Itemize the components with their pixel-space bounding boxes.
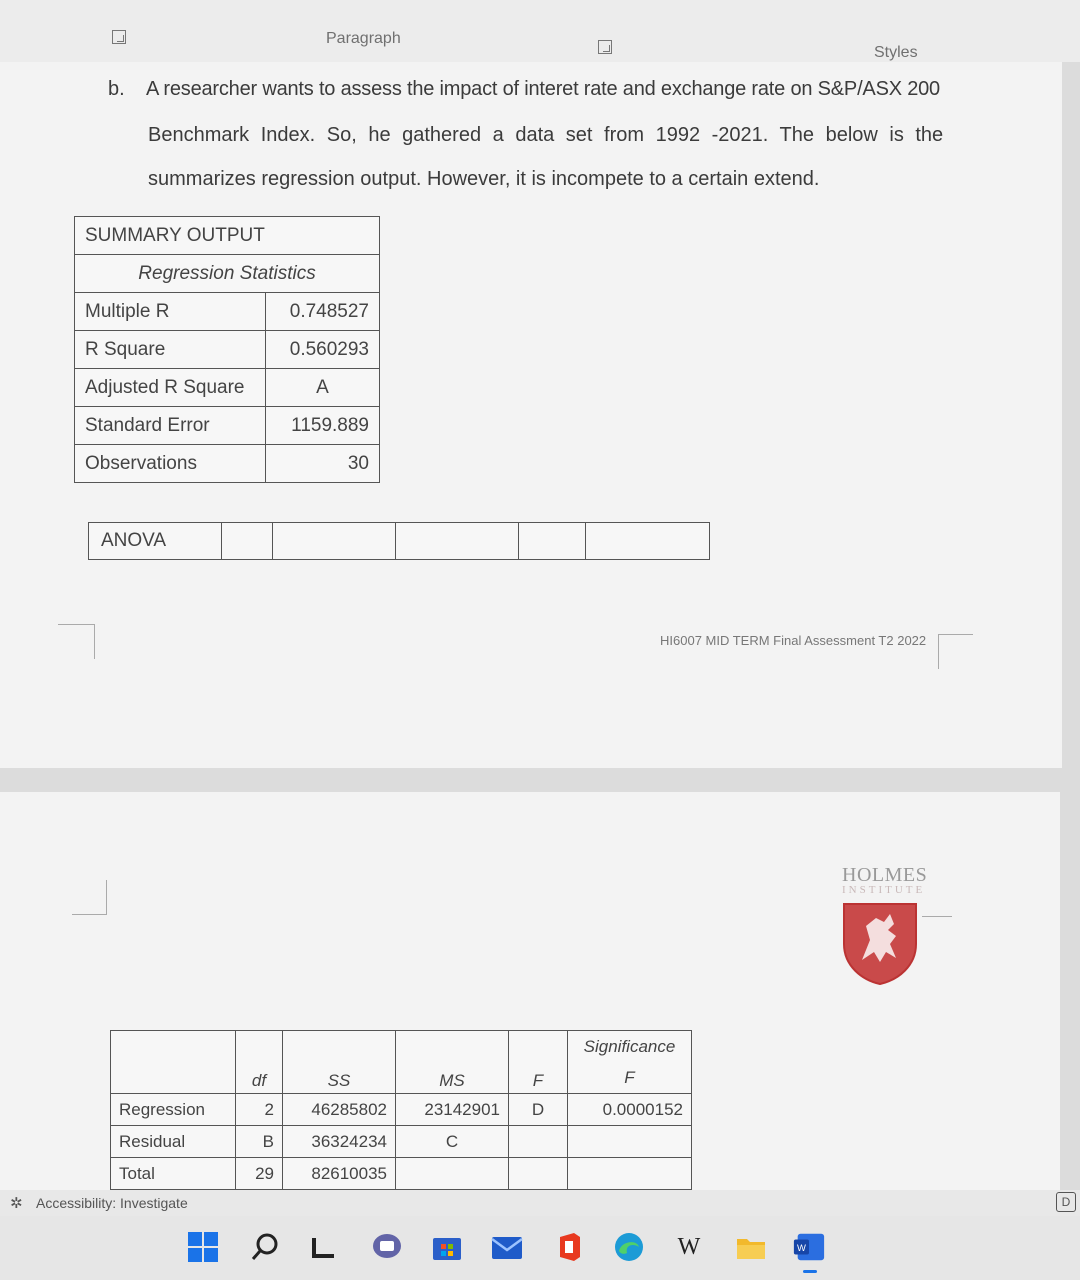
regression-statistics-table	[74, 216, 380, 483]
significance-cell	[568, 1126, 692, 1158]
regression-statistics-subtitle: Regression Statistics	[75, 255, 380, 293]
stat-label: Adjusted R Square	[75, 369, 266, 407]
f-cell	[509, 1126, 568, 1158]
ms-cell: 23142901	[396, 1094, 509, 1126]
font-dialog-launcher-icon[interactable]	[112, 30, 126, 44]
ms-cell: C	[396, 1126, 509, 1158]
table-cell	[273, 523, 396, 560]
ss-cell: 46285802	[283, 1094, 396, 1126]
mail-icon[interactable]	[490, 1230, 524, 1264]
table-cell	[111, 1031, 236, 1094]
ss-cell: 82610035	[283, 1158, 396, 1190]
table-row	[75, 407, 380, 445]
stat-value: 30	[266, 445, 380, 483]
table-row	[75, 255, 380, 293]
ss-header: SS	[283, 1031, 396, 1094]
accessibility-icon[interactable]: ✲	[10, 1195, 23, 1212]
table-row	[111, 1094, 692, 1126]
office-icon[interactable]	[552, 1230, 586, 1264]
margin-corner-mark	[72, 880, 107, 915]
page-footer: HI6007 MID TERM Final Assessment T2 2022	[660, 633, 927, 648]
table-row	[111, 1158, 692, 1190]
df-cell: 2	[236, 1094, 283, 1126]
df-header: df	[236, 1031, 283, 1094]
significance-header: Significance	[568, 1031, 692, 1063]
ss-cell: 36324234	[283, 1126, 396, 1158]
svg-text:W: W	[796, 1242, 806, 1254]
table-row	[111, 1126, 692, 1158]
table-row	[75, 293, 380, 331]
df-cell: 29	[236, 1158, 283, 1190]
question-line-1: A researcher wants to assess the impact of interet rate and exchange rate on S&P/ASX 200	[146, 78, 940, 100]
folder-icon[interactable]	[734, 1230, 768, 1264]
holmes-logo-subtext: INSTITUTE	[842, 884, 926, 896]
holmes-crest-icon	[840, 900, 920, 986]
summary-output-title: SUMMARY OUTPUT	[75, 217, 380, 255]
row-label: Total	[111, 1158, 236, 1190]
ribbon	[0, 0, 1080, 62]
table-cell	[519, 523, 586, 560]
row-label: Regression	[111, 1094, 236, 1126]
wikipedia-icon[interactable]: W	[677, 1233, 701, 1260]
table-cell	[586, 523, 710, 560]
stat-value: A	[266, 369, 380, 407]
question-line-3: summarizes regression output. However, it is incompete to a certain extend.	[148, 168, 820, 190]
styles-group-label: Styles	[874, 44, 918, 61]
f-cell: D	[509, 1094, 568, 1126]
table-cell	[396, 523, 519, 560]
table-row	[75, 331, 380, 369]
stat-label: R Square	[75, 331, 266, 369]
anova-table	[110, 1030, 692, 1190]
table-row	[75, 445, 380, 483]
question-marker: b.	[108, 78, 125, 100]
table-cell	[222, 523, 273, 560]
microsoft-store-icon[interactable]	[430, 1230, 464, 1264]
stat-value: 0.560293	[266, 331, 380, 369]
table-row	[75, 369, 380, 407]
paragraph-dialog-launcher-icon[interactable]	[598, 40, 612, 54]
task-view-icon[interactable]	[306, 1230, 340, 1264]
header-line	[922, 916, 952, 917]
significance-cell: 0.0000152	[568, 1094, 692, 1126]
significance-header-f: F	[568, 1062, 692, 1094]
focus-mode-icon[interactable]: D	[1056, 1192, 1076, 1212]
paragraph-group-label: Paragraph	[326, 30, 401, 47]
anova-label: ANOVA	[89, 523, 222, 560]
windows-start-icon[interactable]	[186, 1230, 220, 1264]
stat-value: 1159.889	[266, 407, 380, 445]
stat-label: Standard Error	[75, 407, 266, 445]
status-bar	[0, 1190, 1080, 1216]
f-cell	[509, 1158, 568, 1190]
stat-value: 0.748527	[266, 293, 380, 331]
search-icon[interactable]	[248, 1230, 282, 1264]
stat-label: Multiple R	[75, 293, 266, 331]
table-row	[89, 523, 710, 560]
anova-header-table	[88, 522, 710, 560]
active-app-indicator	[803, 1270, 817, 1273]
question-line-2: Benchmark Index. So, he gathered a data set from 1992 -2021. The below is the	[148, 124, 944, 146]
edge-icon[interactable]	[612, 1230, 646, 1264]
stat-label: Observations	[75, 445, 266, 483]
table-row	[111, 1031, 692, 1063]
margin-corner-mark	[938, 634, 973, 669]
df-cell: B	[236, 1126, 283, 1158]
word-icon[interactable]	[792, 1230, 826, 1264]
significance-cell	[568, 1158, 692, 1190]
accessibility-status[interactable]: Accessibility: Investigate	[36, 1195, 188, 1211]
teams-chat-icon[interactable]	[370, 1230, 404, 1264]
table-row	[75, 217, 380, 255]
ms-header: MS	[396, 1031, 509, 1094]
f-header: F	[509, 1031, 568, 1094]
ms-cell	[396, 1158, 509, 1190]
margin-corner-mark	[58, 624, 95, 659]
row-label: Residual	[111, 1126, 236, 1158]
taskbar	[0, 1216, 1080, 1280]
holmes-logo-text: HOLMES	[842, 864, 928, 886]
